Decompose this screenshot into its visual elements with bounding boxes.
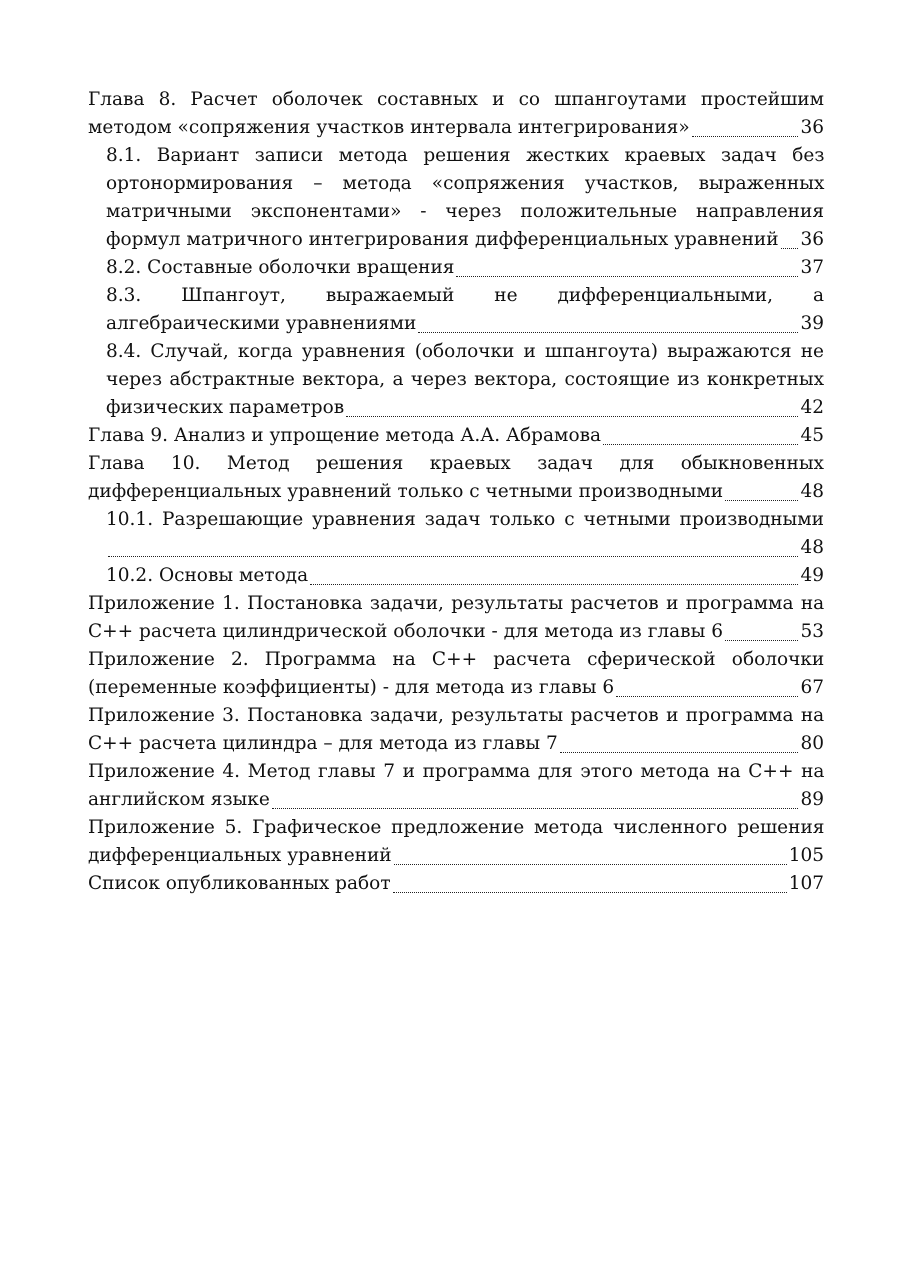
toc-entry-title: С++ расчета цилиндра – для метода из главы 7: [88, 733, 558, 754]
dot-leader: [272, 808, 799, 809]
toc-entry-title: физических параметров: [106, 397, 345, 418]
toc-entry-title: Список опубликованных работ: [88, 873, 391, 894]
toc-entry-last-line: [88, 870, 824, 898]
toc-entry-title: дифференциальных уравнений: [88, 845, 392, 866]
dot-leader: [781, 248, 799, 249]
toc-entry-text-line: 8.4. Случай, когда уравнения (оболочки и шпангоута) выражаются не: [106, 341, 824, 362]
dot-leader: [393, 892, 787, 893]
dot-leader: [108, 556, 798, 557]
toc-page-number: 45: [800, 425, 824, 446]
toc-page-number: 53: [800, 621, 824, 642]
toc-page-number: 37: [800, 257, 824, 278]
dot-leader: [456, 276, 798, 277]
toc-entry[interactable]: [88, 870, 824, 898]
toc-entry-text-line: Приложение 3. Постановка задачи, результаты расчетов и программа на: [88, 705, 825, 726]
toc-entry[interactable]: [88, 450, 824, 506]
toc-page-number: 49: [800, 565, 824, 586]
toc-entry-title: методом «сопряжения участков интервала интегрирования»: [88, 117, 690, 138]
toc-entry[interactable]: [106, 506, 824, 562]
dot-leader: [725, 500, 798, 501]
toc-entry-last-line: [88, 674, 824, 702]
toc-entry-text-line: через абстрактные вектора, а через вектора, состоящие из конкретных: [106, 369, 824, 390]
toc-entry-last-line: [88, 730, 824, 758]
toc-entry[interactable]: [88, 590, 824, 646]
toc-entry[interactable]: [88, 758, 824, 814]
toc-page-number: 89: [800, 789, 824, 810]
toc-entry-title: Глава 9. Анализ и упрощение метода А.А. Абрамова: [88, 425, 602, 446]
dot-leader: [725, 640, 798, 641]
toc-entry-text-line: Приложение 1. Постановка задачи, результаты расчетов и программа на: [88, 593, 825, 614]
toc-entry-title: 8.2. Составные оболочки вращения: [106, 257, 455, 278]
toc-entry[interactable]: [88, 814, 824, 870]
toc-entry-text-line: Глава 10. Метод решения краевых задач для обыкновенных: [88, 453, 824, 474]
toc-entry[interactable]: [88, 646, 824, 702]
toc-entry-title: (переменные коэффициенты) - для метода из главы 6: [88, 677, 615, 698]
toc-page-number: 80: [800, 733, 824, 754]
dot-leader: [310, 584, 798, 585]
toc-entry-title: формул матричного интегрирования дифференциальных уравнений: [106, 229, 779, 250]
toc-page-number: 36: [800, 117, 824, 138]
toc-page-number: 67: [800, 677, 824, 698]
toc-page-number: 105: [788, 845, 824, 866]
dot-leader: [616, 696, 798, 697]
dot-leader: [560, 752, 799, 753]
toc-entry-text-line: 8.1. Вариант записи метода решения жестких краевых задач без: [106, 145, 825, 166]
toc-entry-last-line: [88, 786, 824, 814]
toc-page-number: 107: [788, 873, 824, 894]
toc-entry-last-line: [88, 618, 824, 646]
toc-entry-title: английском языке: [88, 789, 270, 810]
toc-entry-title: дифференциальных уравнений только с четными производными: [88, 481, 724, 502]
toc-entry[interactable]: [88, 702, 824, 758]
toc-page-number: 36: [800, 229, 824, 250]
toc-entry-title: алгебраическими уравнениями: [106, 313, 417, 334]
toc-entry-last-line: [88, 478, 824, 506]
toc-entry[interactable]: [106, 562, 824, 590]
dot-leader: [394, 864, 787, 865]
toc-page-number: 48: [800, 481, 824, 502]
toc-entry[interactable]: [106, 282, 824, 338]
toc-entry-text-line: Глава 8. Расчет оболочек составных и со шпангоутами простейшим: [88, 89, 825, 110]
toc-entry-title: С++ расчета цилиндрической оболочки - для метода из главы 6: [88, 621, 723, 642]
toc-entry[interactable]: [106, 254, 824, 282]
toc-entry-text-line: ортонормирования – метода «сопряжения участков, выраженных: [106, 173, 825, 194]
toc-entry-last-line: [88, 422, 824, 450]
toc-entry-text-line: Приложение 2. Программа на С++ расчета сферической оболочки: [88, 649, 825, 670]
toc-entry[interactable]: [106, 338, 824, 422]
toc-entry-text-line: 10.1. Разрешающие уравнения задач только с четными производными: [106, 509, 824, 530]
toc-page-number: 48: [800, 537, 824, 558]
toc-entry-last-line: [88, 114, 824, 142]
toc-entry-last-line: [106, 254, 824, 282]
toc-page-number: 39: [800, 313, 824, 334]
toc-page-number: 42: [800, 397, 824, 418]
toc-entry-last-line: [106, 310, 824, 338]
toc-entry-text-line: Приложение 5. Графическое предложение метода численного решения: [88, 817, 825, 838]
toc-entry-last-line: [106, 534, 824, 562]
dot-leader: [418, 332, 798, 333]
dot-leader: [346, 416, 798, 417]
dot-leader: [692, 136, 799, 137]
toc-entry-last-line: [106, 562, 824, 590]
toc-entry-title: 10.2. Основы метода: [106, 565, 309, 586]
toc-entry-text-line: Приложение 4. Метод главы 7 и программа для этого метода на С++ на: [88, 761, 825, 782]
toc-entry-last-line: [106, 394, 824, 422]
toc-entry[interactable]: [88, 422, 824, 450]
toc-entry-text-line: матричными экспонентами» - через положительные направления: [106, 201, 824, 222]
toc-entry-text-line: 8.3. Шпангоут, выражаемый не дифференциальными, а: [106, 285, 824, 306]
dot-leader: [603, 444, 798, 445]
toc-entry-last-line: [88, 842, 824, 870]
toc-entry-last-line: [106, 226, 824, 254]
toc-entry[interactable]: [106, 142, 824, 254]
toc-entry[interactable]: [88, 86, 824, 142]
